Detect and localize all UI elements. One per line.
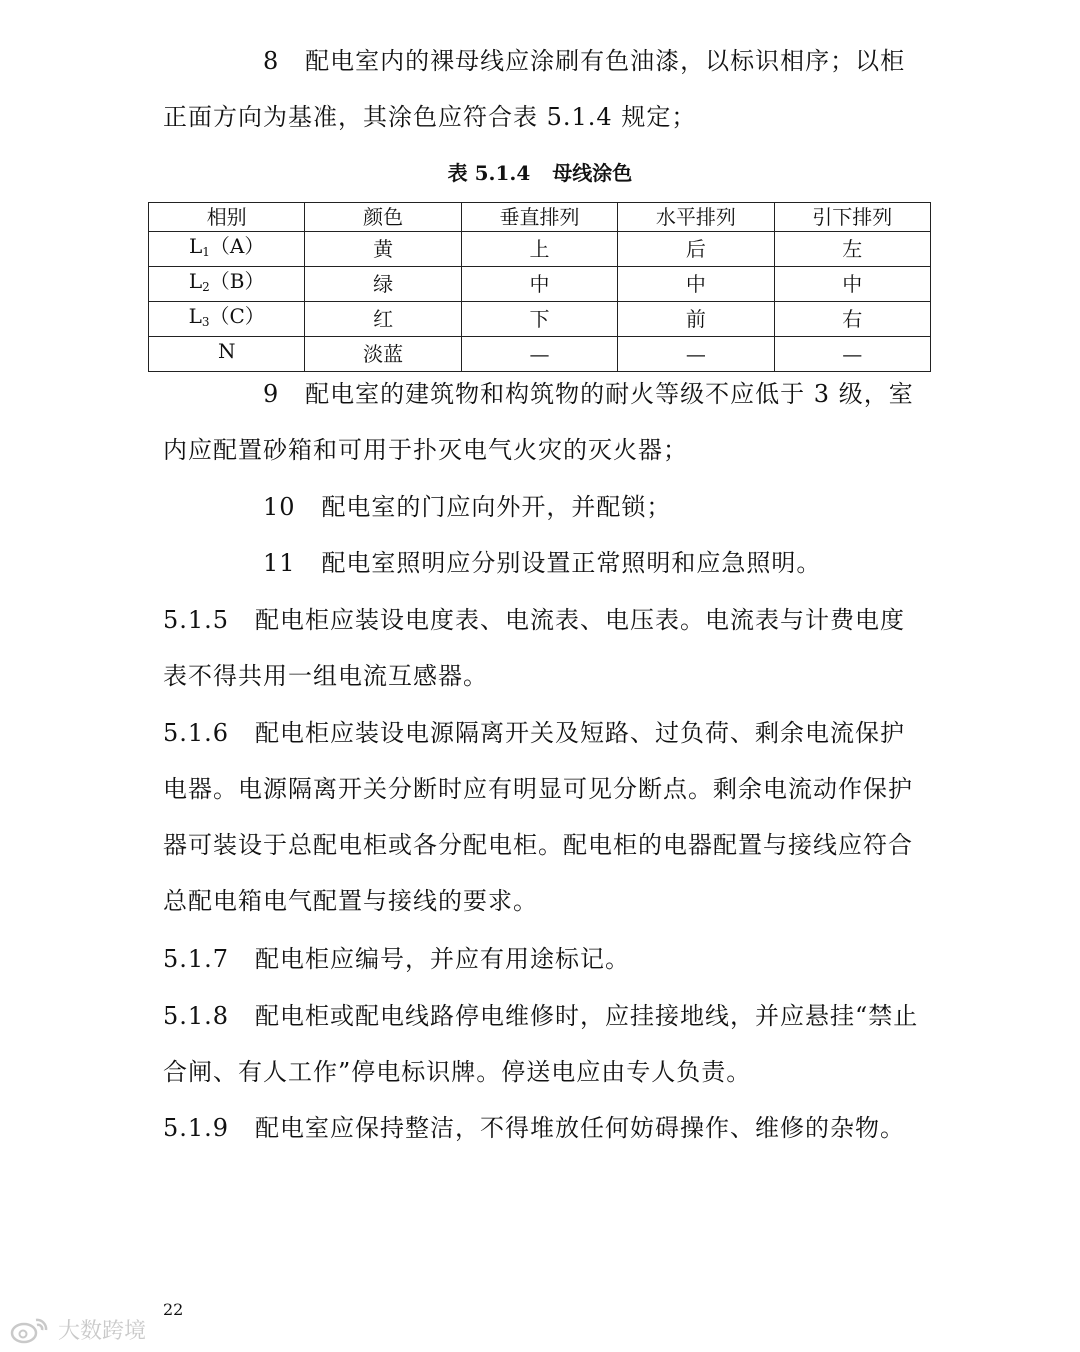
clause-text: 配电室应保持整洁，不得堆放任何妨碍操作、维修的杂物。 [254, 1114, 905, 1142]
clause-number: 5.1.7 [163, 945, 230, 973]
clause-number: 5.1.5 [163, 606, 230, 634]
color-cell: 绿 [305, 267, 461, 302]
item-text: 配电室的建筑物和构筑物的耐火等级不应低于 3 级，室内应配置砂箱和可用于扑灭电气火灾的灭火器； [163, 380, 914, 464]
item-number: 9 [263, 380, 280, 408]
table-row [149, 267, 931, 302]
clause-text: 配电柜应编号，并应有用途标记。 [254, 945, 630, 973]
down-cell: — [774, 337, 930, 372]
phase-cell: $L_3(C)$ [149, 302, 305, 337]
clause-5-1-8 [163, 988, 923, 1100]
horizontal-cell: 后 [618, 232, 774, 267]
vertical-cell: 中 [461, 267, 617, 302]
clause-5-1-9 [163, 1100, 923, 1156]
phase-cell: $L_1(A)$ [149, 232, 305, 267]
table-header-row [149, 203, 931, 232]
busbar-color-table [148, 202, 931, 372]
table-header-cell: 相别 [149, 203, 305, 232]
vertical-cell: 上 [461, 232, 617, 267]
item-text: 配电室的门应向外开，并配锁； [321, 493, 672, 521]
table-row [149, 232, 931, 267]
table-row [149, 302, 931, 337]
clause-text: 配电柜或配电线路停电维修时，应挂接地线，并应悬挂“禁止合闸、有人工作”停电标识牌。停送电应由专人负责。 [163, 1002, 919, 1086]
item-number: 11 [263, 549, 296, 577]
clause-5-1-6 [163, 705, 923, 929]
clause-text: 配电柜应装设电源隔离开关及短路、过负荷、剩余电流保护电器。电源隔离开关分断时应有明显可见分断点。剩余电流动作保护器可装设于总配电柜或各分配电柜。配电柜的电器配置与接线应符合总配电箱电气配置与接线的要求。 [163, 719, 913, 915]
horizontal-cell: 前 [618, 302, 774, 337]
item-11 [163, 535, 923, 591]
horizontal-cell: — [618, 337, 774, 372]
table-header-cell: 颜色 [305, 203, 461, 232]
watermark [8, 1314, 146, 1345]
clause-number: 5.1.6 [163, 719, 230, 747]
page-number: 22 [163, 1300, 184, 1319]
color-cell: 黄 [305, 232, 461, 267]
item-number: 10 [263, 493, 296, 521]
item-text: 配电室内的裸母线应涂刷有色油漆，以标识相序；以柜正面方向为基准，其涂色应符合表 5.1.4 规定； [163, 47, 906, 131]
item-9 [163, 366, 923, 478]
phase-cell: N [149, 337, 305, 372]
clause-number: 5.1.8 [163, 1002, 230, 1030]
down-cell: 左 [774, 232, 930, 267]
clause-5-1-5 [163, 592, 923, 704]
table-caption [0, 158, 1080, 188]
clause-5-1-7 [163, 931, 923, 987]
table-header-cell: 垂直排列 [461, 203, 617, 232]
table-header-cell: 引下排列 [774, 203, 930, 232]
color-cell: 淡蓝 [305, 337, 461, 372]
color-cell: 红 [305, 302, 461, 337]
table-caption-number: 表 5.1.4 [447, 161, 531, 185]
down-cell: 中 [774, 267, 930, 302]
down-cell: 右 [774, 302, 930, 337]
clause-number: 5.1.9 [163, 1114, 230, 1142]
watermark-text: 大数跨境 [58, 1319, 147, 1344]
item-10 [163, 479, 923, 535]
vertical-cell: 下 [461, 302, 617, 337]
table-caption-title: 母线涂色 [552, 161, 633, 185]
table-header-cell: 水平排列 [618, 203, 774, 232]
weibo-logo-icon [8, 1315, 52, 1345]
vertical-cell: — [461, 337, 617, 372]
item-8 [163, 33, 923, 145]
item-text: 配电室照明应分别设置正常照明和应急照明。 [321, 549, 822, 577]
clause-text: 配电柜应装设电度表、电流表、电压表。电流表与计费电度表不得共用一组电流互感器。 [163, 606, 905, 690]
horizontal-cell: 中 [618, 267, 774, 302]
item-number: 8 [263, 47, 280, 75]
phase-cell: $L_2(B)$ [149, 267, 305, 302]
